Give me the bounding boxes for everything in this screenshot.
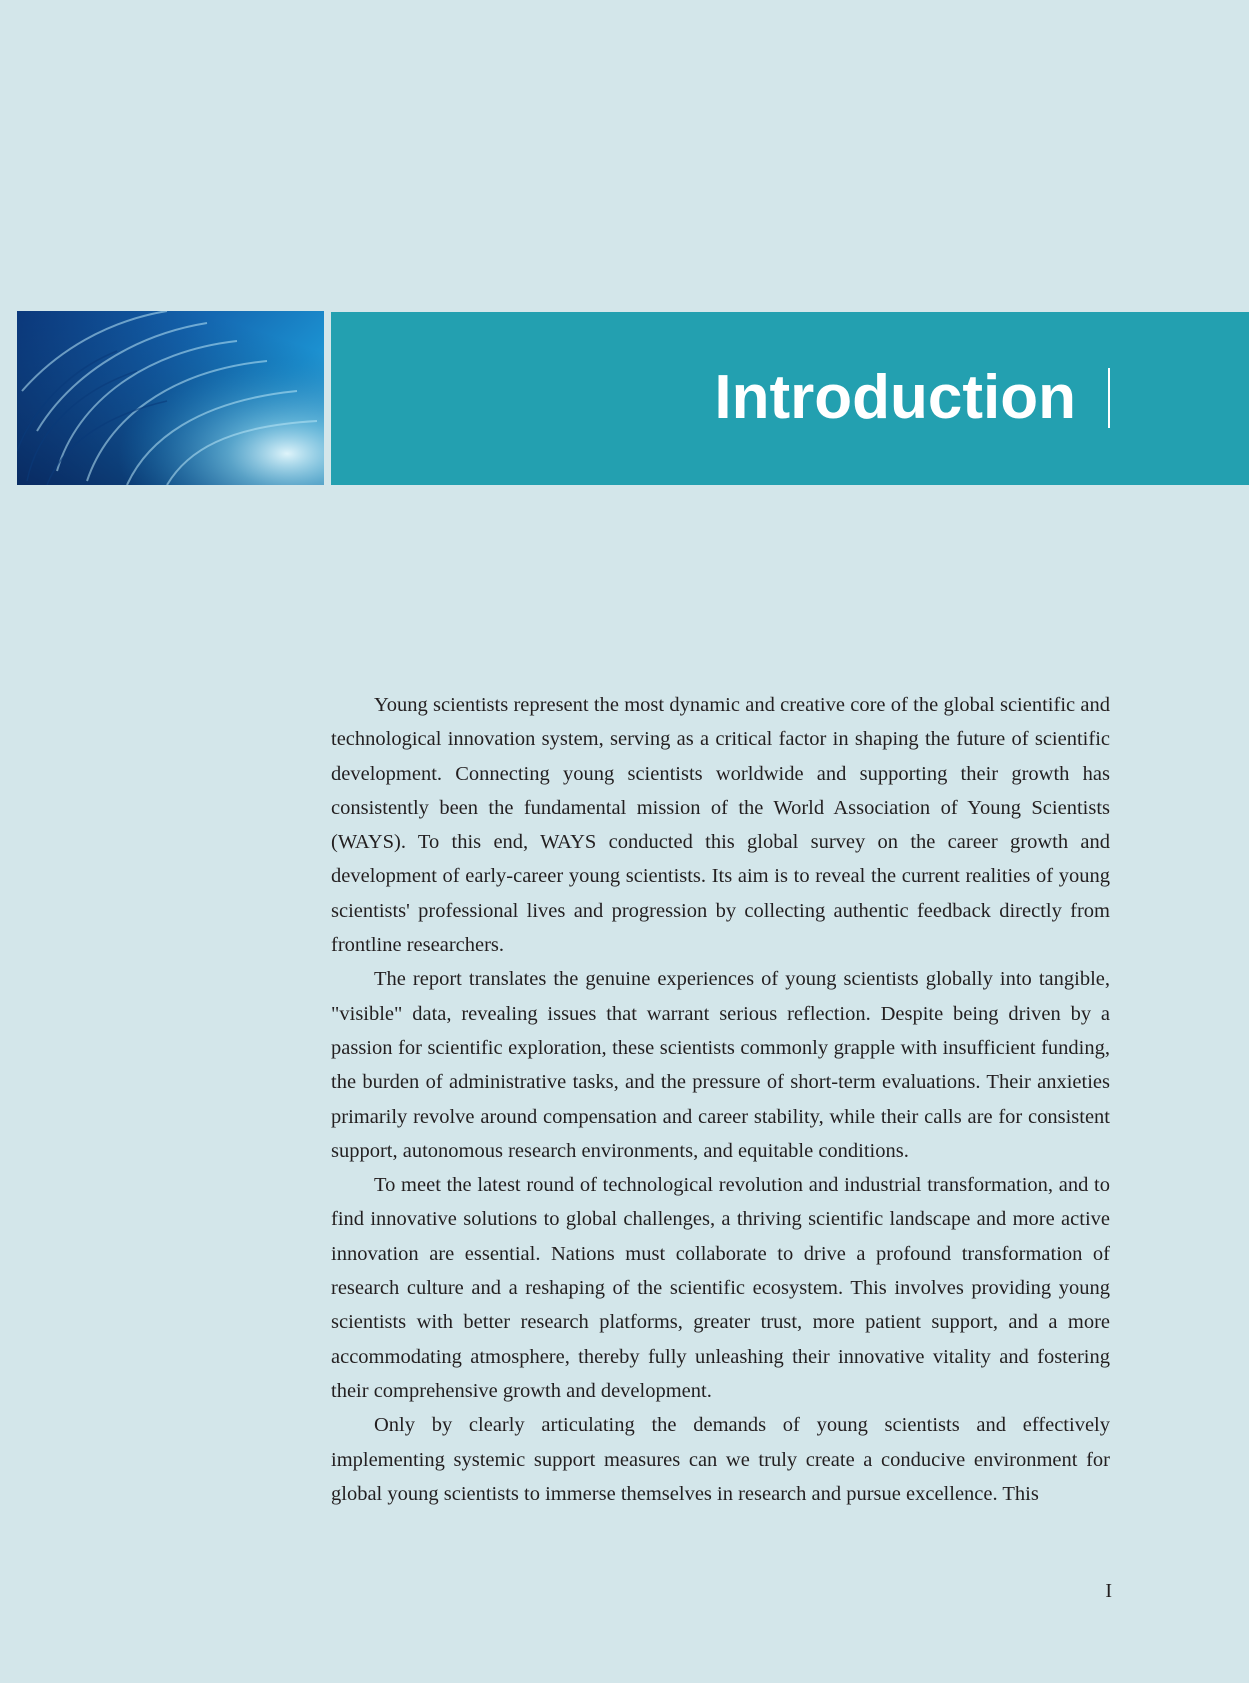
page-number: I [1105, 1580, 1112, 1602]
paragraph: Young scientists represent the most dynamic and creative core of the global scientific and technological innovation system, serving as a critical factor in shaping the future of scientific development. Connecting young scientists worldwide and supporting their growth has consistently been the fundamental mission of the World Association of Young Scientists (WAYS). To this end, WAYS conducted this global survey on the career growth and development of early-career young scientists. Its aim is to reveal the current realities of young scientists' professional lives and progression by collecting authentic feedback directly from frontline researchers. [331, 694, 1110, 957]
paragraph: To meet the latest round of technological revolution and industrial transformation, and to find innovative solutions to global challenges, a thriving scientific landscape and more active innovation are essential. Nations must collaborate to drive a profound transformation of research culture and a reshaping of the scientific ecosystem. This involves providing young scientists with better research platforms, greater trust, more patient support, and a more accommodating atmosphere, thereby fully unleashing their innovative vitality and fostering their comprehensive growth and development. [331, 1174, 1110, 1402]
introduction-body [331, 688, 1110, 1511]
title-divider [1108, 368, 1110, 428]
page-title: Introduction [714, 363, 1076, 432]
fish-school-photo [17, 311, 324, 485]
paragraph: The report translates the genuine experiences of young scientists globally into tangible, "visible" data, revealing issues that warrant serious reflection. Despite being driven by a passion for scientific exploration, these scientists commonly grapple with insufficient funding, the burden of administrative tasks, and the pressure of short-term evaluations. Their anxieties primarily revolve around compensation and career stability, while their calls are for consistent support, autonomous research environments, and equitable conditions. [331, 968, 1110, 1162]
title-banner [331, 312, 1249, 485]
paragraph: Only by clearly articulating the demands of young scientists and effectively implementing systemic support measures can we truly create a conducive environment for global young scientists to immerse themselves in research and pursue excellence. This [331, 1414, 1110, 1505]
